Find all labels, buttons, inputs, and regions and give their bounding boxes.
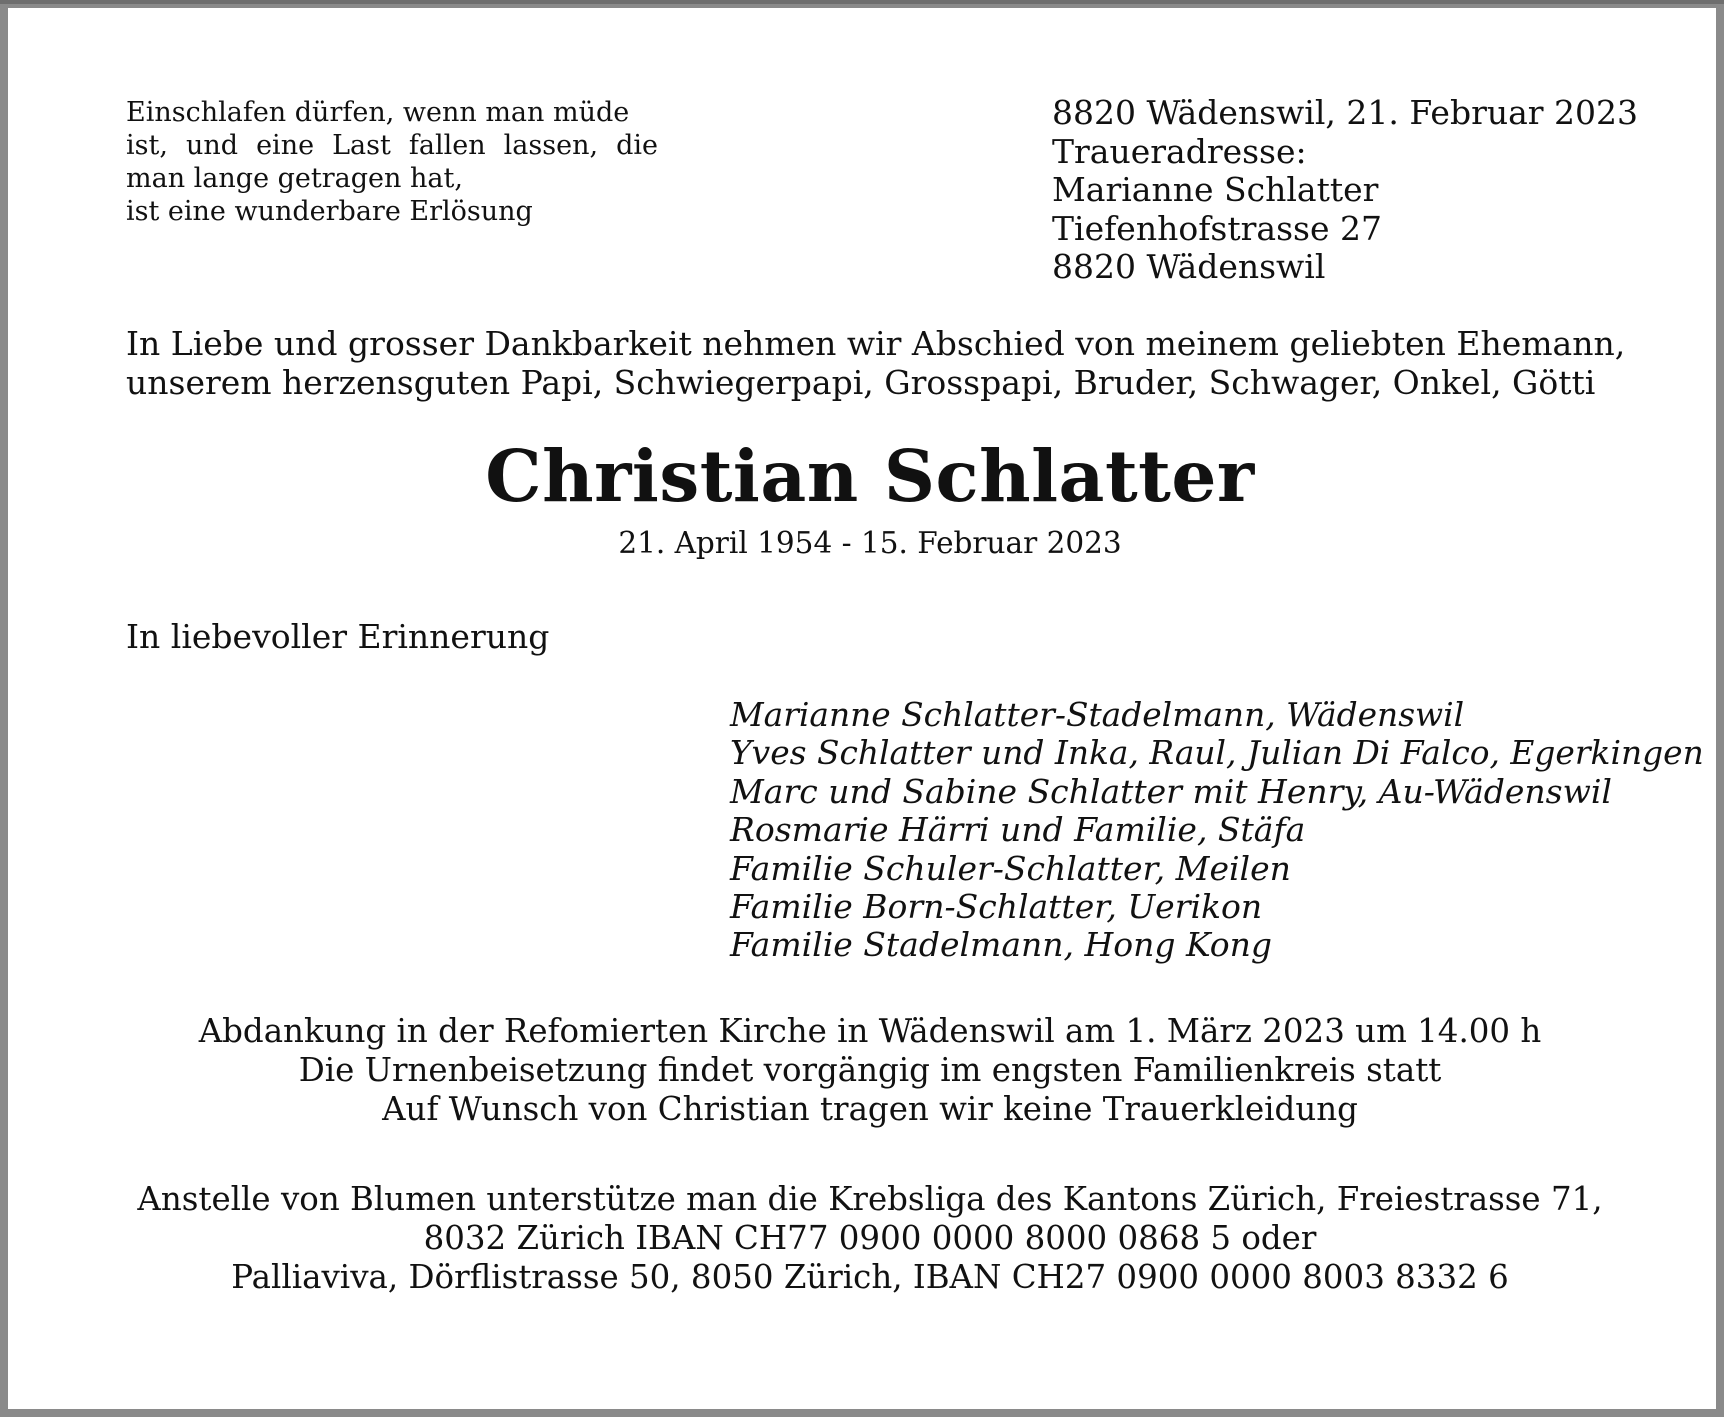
poem-quote — [126, 96, 658, 228]
mourning-address — [1052, 94, 1638, 287]
donation-line: Anstelle von Blumen unterstütze man die Krebsliga des Kantons Zürich, Freiestrasse 71, — [137, 1180, 1603, 1218]
mourner-entry: Familie Born-Schlatter, Uerikon — [730, 887, 1263, 927]
poem-line: ist, und eine Last fallen lassen, die — [126, 130, 658, 161]
poem-line: man lange getragen hat, — [126, 163, 463, 194]
farewell-intro — [126, 324, 1625, 402]
mourner-entry: Marianne Schlatter-Stadelmann, Wädenswil — [730, 696, 1465, 734]
ceremony-line: Abdankung in der Refomierten Kirche in Wädenswil am 1. März 2023 um 14.00 h — [198, 1012, 1542, 1050]
donation-info — [8, 1180, 1724, 1297]
memory-heading: In liebevoller Erinnerung — [126, 617, 550, 656]
donation-line: 8032 Zürich IBAN CH77 0900 0000 8000 0868 5 oder — [423, 1219, 1317, 1257]
life-dates: 21. April 1954 - 15. Februar 2023 — [618, 526, 1122, 560]
mourner-entry: Marc und Sabine Schlatter mit Henry, Au-Wädenswil — [730, 771, 1612, 811]
mourner-entry: Familie Schuler-Schlatter, Meilen — [730, 848, 1291, 888]
intro-line: unserem herzensguten Papi, Schwiegerpapi, Grosspapi, Bruder, Schwager, Onkel, Götti — [126, 363, 1596, 402]
place-date: 8820 Wädenswil, 21. Februar 2023 — [1052, 93, 1639, 132]
ceremony-line: Die Urnenbeisetzung findet vorgängig im engsten Familienkreis statt — [298, 1051, 1442, 1089]
mourner-entry: Familie Stadelmann, Hong Kong — [730, 925, 1273, 965]
address-label: Traueradresse: — [1052, 131, 1307, 171]
mourner-entry: Yves Schlatter und Inka, Raul, Julian Di Falco, Egerkingen — [730, 734, 1704, 773]
ceremony-info — [8, 1012, 1724, 1129]
ceremony-line: Auf Wunsch von Christian tragen wir keine Trauerkleidung — [382, 1090, 1358, 1128]
address-street: Tiefenhofstrasse 27 — [1052, 208, 1382, 248]
address-city: 8820 Wädenswil — [1052, 247, 1326, 286]
deceased-name: Christian Schlatter — [485, 434, 1255, 518]
poem-line: Einschlafen dürfen, wenn man müde — [126, 97, 630, 128]
donation-line: Palliaviva, Dörflistrasse 50, 8050 Zürich, IBAN CH27 0900 0000 8003 8332 6 — [231, 1258, 1509, 1296]
mourners-list — [730, 696, 1704, 965]
mourner-entry: Rosmarie Härri und Familie, Stäfa — [730, 810, 1306, 850]
poem-line: ist eine wunderbare Erlösung — [126, 196, 533, 227]
address-name: Marianne Schlatter — [1052, 170, 1379, 209]
intro-line: In Liebe und grosser Dankbarkeit nehmen wir Abschied von meinem geliebten Ehemann, — [126, 324, 1626, 363]
